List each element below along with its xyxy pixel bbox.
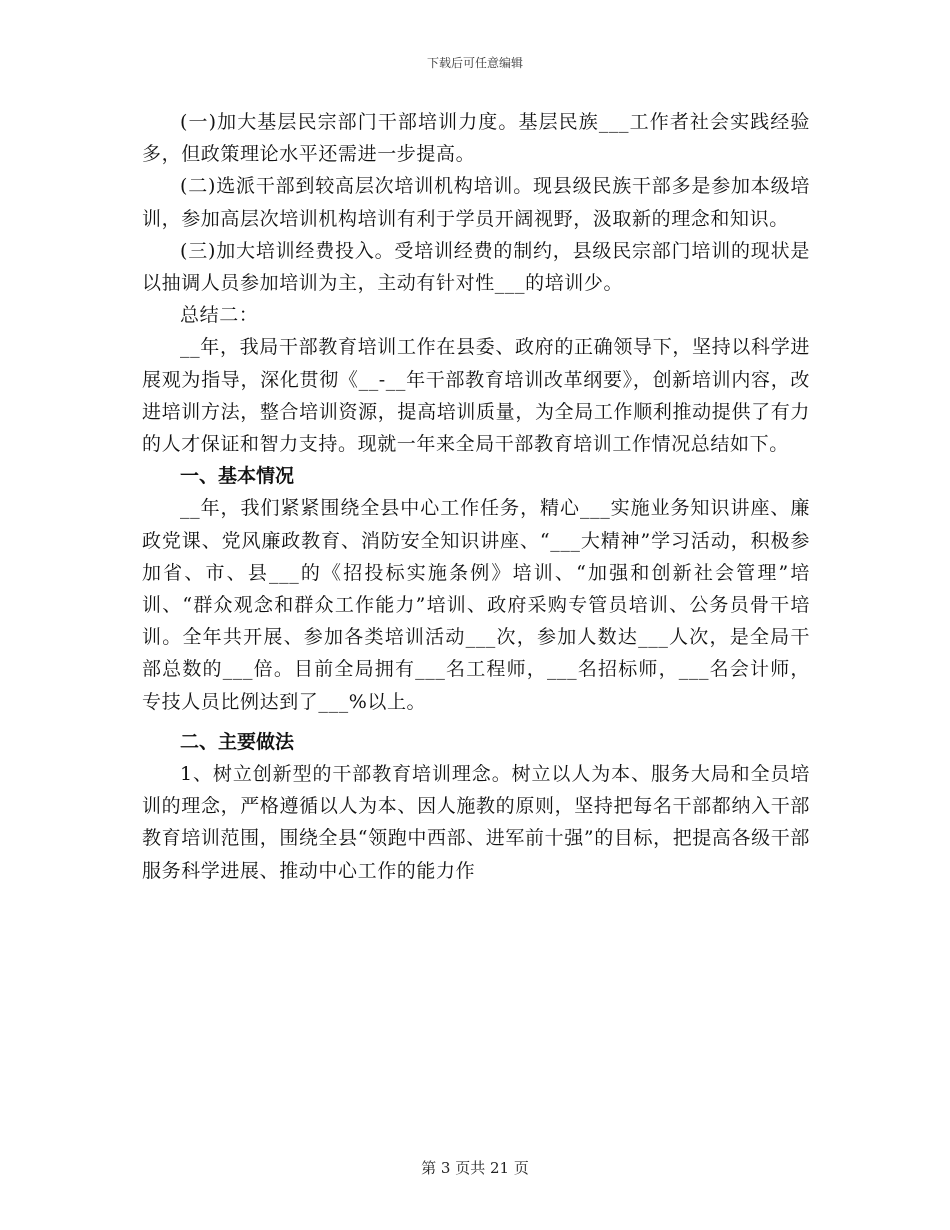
page-footer: 第 3 页共 21 页 — [421, 1159, 529, 1177]
spacer — [142, 718, 810, 726]
paragraph-2: (二)选派干部到较高层次培训机构培训。现县级民族干部多是参加本级培训，参加高层次培训机构培训有利于学员开阔视野，汲取新的理念和知识。 — [142, 175, 810, 230]
document-body — [142, 106, 810, 887]
section-heading-main-methods: 二、主要做法 — [180, 730, 295, 753]
paragraph-1: (一)加大基层民宗部门干部培训力度。基层民族___工作者社会实践经验多，但政策理论水平还需进一步提高。 — [142, 111, 810, 166]
section-heading-basic-situation: 一、基本情况 — [180, 465, 295, 488]
page-header: 下载后可任意编辑 — [426, 56, 523, 70]
paragraph-5: __年，我局干部教育培训工作在县委、政府的正确领导下，坚持以科学进展观为指导，深化贯彻《__-__年干部教育培训改革纲要》，创新培训内容，改进培训方法，整合培训资源，提高培训质量，为全局工作顺利推动提供了有力的人才保证和智力支持。现就一年来全局干部教育培训工作情况总结如下。 — [142, 336, 810, 456]
paragraph-summary-two: 总结二： — [180, 304, 259, 327]
paragraph-3: (三)加大培训经费投入。受培训经费的制约，县级民宗部门培训的现状是以抽调人员参加培训为主，主动有针对性___的培训少。 — [142, 239, 810, 295]
paragraph-6: __年，我们紧紧围绕全县中心工作任务，精心___实施业务知识讲座、廉政党课、党风廉政教育、消防安全知识讲座、“___大精神”学习活动，积极参加省、市、县___的《招投标实施条例》培训、“加强和创新社会管理”培训、“群众观念和群众工作能力”培训、政府采购专管员培训、公务员骨干培训。全年共开展、参加各类培训活动___次，参加人数达___人次，是全局干部总数的___倍。目前全局拥有___名工程师，___名招标师，___名会计师，专技人员比例达到了___%以上。 — [142, 497, 810, 713]
paragraph-7: 1、树立创新型的干部教育培训理念。树立以人为本、服务大局和全员培训的理念，严格遵循以人为本、因人施教的原则，坚持把每名干部都纳入干部教育培训范围，围绕全县“领跑中西部、进军前十强”的目标，把提高各级干部服务科学进展、推动中心工作的能力作 — [142, 763, 810, 882]
